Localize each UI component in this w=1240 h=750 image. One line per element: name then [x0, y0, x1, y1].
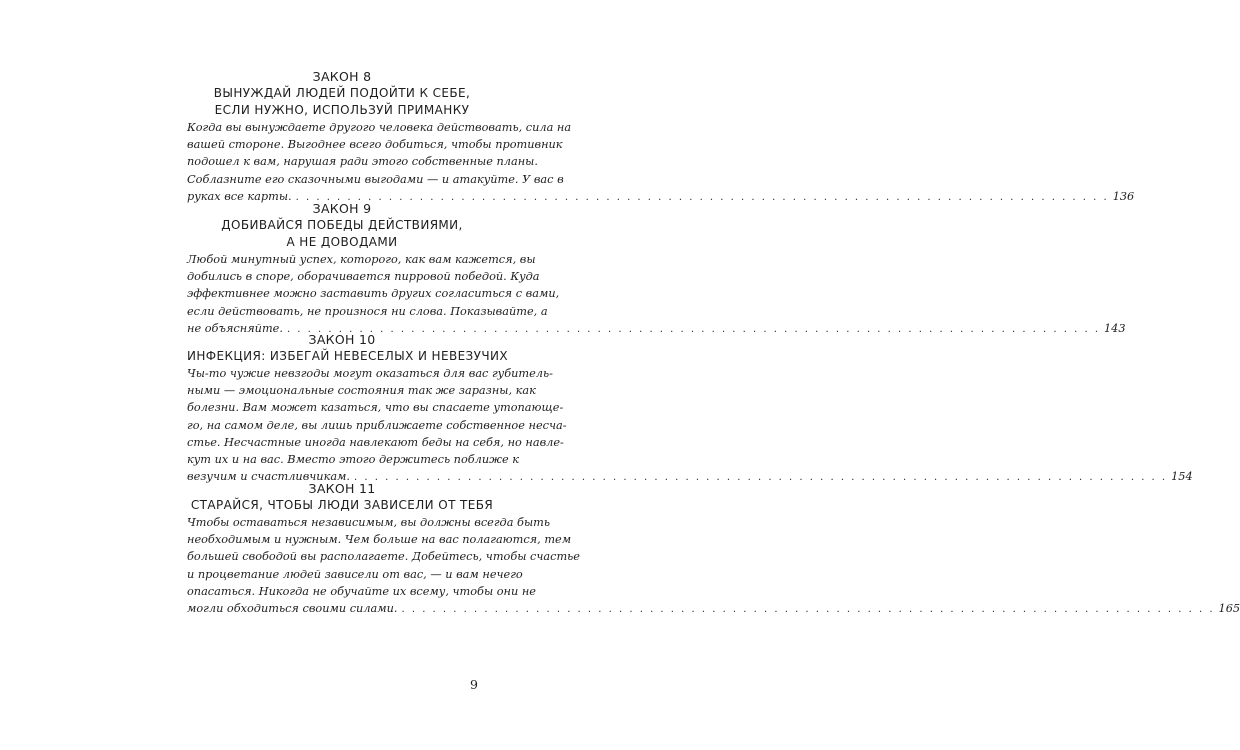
law-9-entry: [187, 201, 1126, 338]
body-line: большей свободой вы располагаете. Добейтесь, чтобы счастье: [187, 550, 580, 564]
body-line: кут их и на вас. Вместо этого держитесь поближе к: [187, 453, 519, 467]
body-line: добились в споре, оборачивается пирровой победой. Куда: [187, 270, 540, 284]
body-line: не объясняйте.: [187, 321, 283, 335]
law-description: [187, 365, 1193, 486]
law-title-line: ВЫНУЖДАЙ ЛЮДЕЙ ПОДОЙТИ К СЕБЕ,: [213, 86, 471, 100]
body-line: Чы-то чужие невзгоды могут оказаться для вас губитель-: [187, 367, 553, 380]
law-description: [187, 251, 1126, 338]
body-line: Соблазните его сказочными выгодами — и атакуйте. У вас в: [187, 172, 564, 186]
page-number: 165: [1218, 602, 1240, 616]
body-line: вашей стороне. Выгоднее всего добиться, чтобы противник: [187, 138, 563, 152]
law-title: [187, 497, 497, 514]
law-description: [187, 514, 1240, 618]
law-description: [187, 119, 1135, 206]
body-line: болезни. Вам может казаться, что вы спасаете утопающе-: [187, 401, 564, 415]
body-line: Когда вы вынуждаете другого человека действовать, сила на: [187, 121, 572, 134]
body-line: необходимым и нужным. Чем больше на вас полагаются, тем: [187, 533, 572, 547]
page-number: 136: [1112, 189, 1135, 203]
body-line: и процветание людей зависели от вас, — и вам нечего: [187, 567, 523, 581]
law-title-line: ИНФЕКЦИЯ: ИЗБЕГАЙ НЕВЕСЕЛЫХ И НЕВЕЗУЧИХ: [187, 349, 508, 363]
page-number: 143: [1104, 321, 1126, 335]
body-line: Любой минутный успех, которого, как вам кажется, вы: [187, 253, 536, 266]
law-number: ЗАКОН 9: [312, 201, 372, 216]
page-number: 154: [1171, 470, 1193, 484]
law-title: [187, 85, 497, 119]
law-number: ЗАКОН 10: [308, 332, 376, 347]
law-number: ЗАКОН 11: [308, 481, 376, 496]
folio-page-number: 9: [470, 677, 478, 692]
body-line: подошел к вам, нарушая ради этого собственные планы.: [187, 155, 538, 169]
law-title-line: ДОБИВАЙСЯ ПОБЕДЫ ДЕЙСТВИЯМИ,: [221, 218, 463, 232]
body-last-line: [187, 600, 1240, 618]
law-title-line: СТАРАЙСЯ, ЧТОБЫ ЛЮДИ ЗАВИСЕЛИ ОТ ТЕБЯ: [190, 498, 494, 512]
law-number: ЗАКОН 8: [312, 69, 372, 84]
body-line: ными — эмоциональные состояния так же заразны, как: [187, 384, 536, 398]
body-line: Чтобы оставаться независимым, вы должны всегда быть: [187, 516, 551, 529]
law-title-line: А НЕ ДОВОДАМИ: [286, 235, 398, 249]
body-line: везучим и счастливчикам.: [187, 470, 351, 484]
body-line: эффективнее можно заставить других согласиться с вами,: [187, 287, 560, 301]
law-8-entry: [187, 69, 1135, 206]
law-title-line: ЕСЛИ НУЖНО, ИСПОЛЬЗУЙ ПРИМАНКУ: [214, 103, 470, 117]
body-line: опасаться. Никогда не обучайте их всему, чтобы они не: [187, 584, 536, 598]
body-line: стье. Несчастные иногда навлекают беды на себя, но навле-: [187, 435, 564, 449]
law-10-entry: [187, 332, 1193, 486]
body-line: могли обходиться своими силами.: [187, 602, 398, 616]
dot-leader: [401, 601, 1214, 618]
body-line: руках все карты.: [187, 189, 292, 203]
law-title: [187, 217, 497, 251]
body-line: го, на самом деле, вы лишь приближаете собственное несча-: [187, 418, 567, 432]
body-line: если действовать, не произнося ни слова. Показывайте, а: [187, 304, 548, 318]
law-title: [187, 348, 508, 365]
law-11-entry: [187, 481, 1240, 618]
